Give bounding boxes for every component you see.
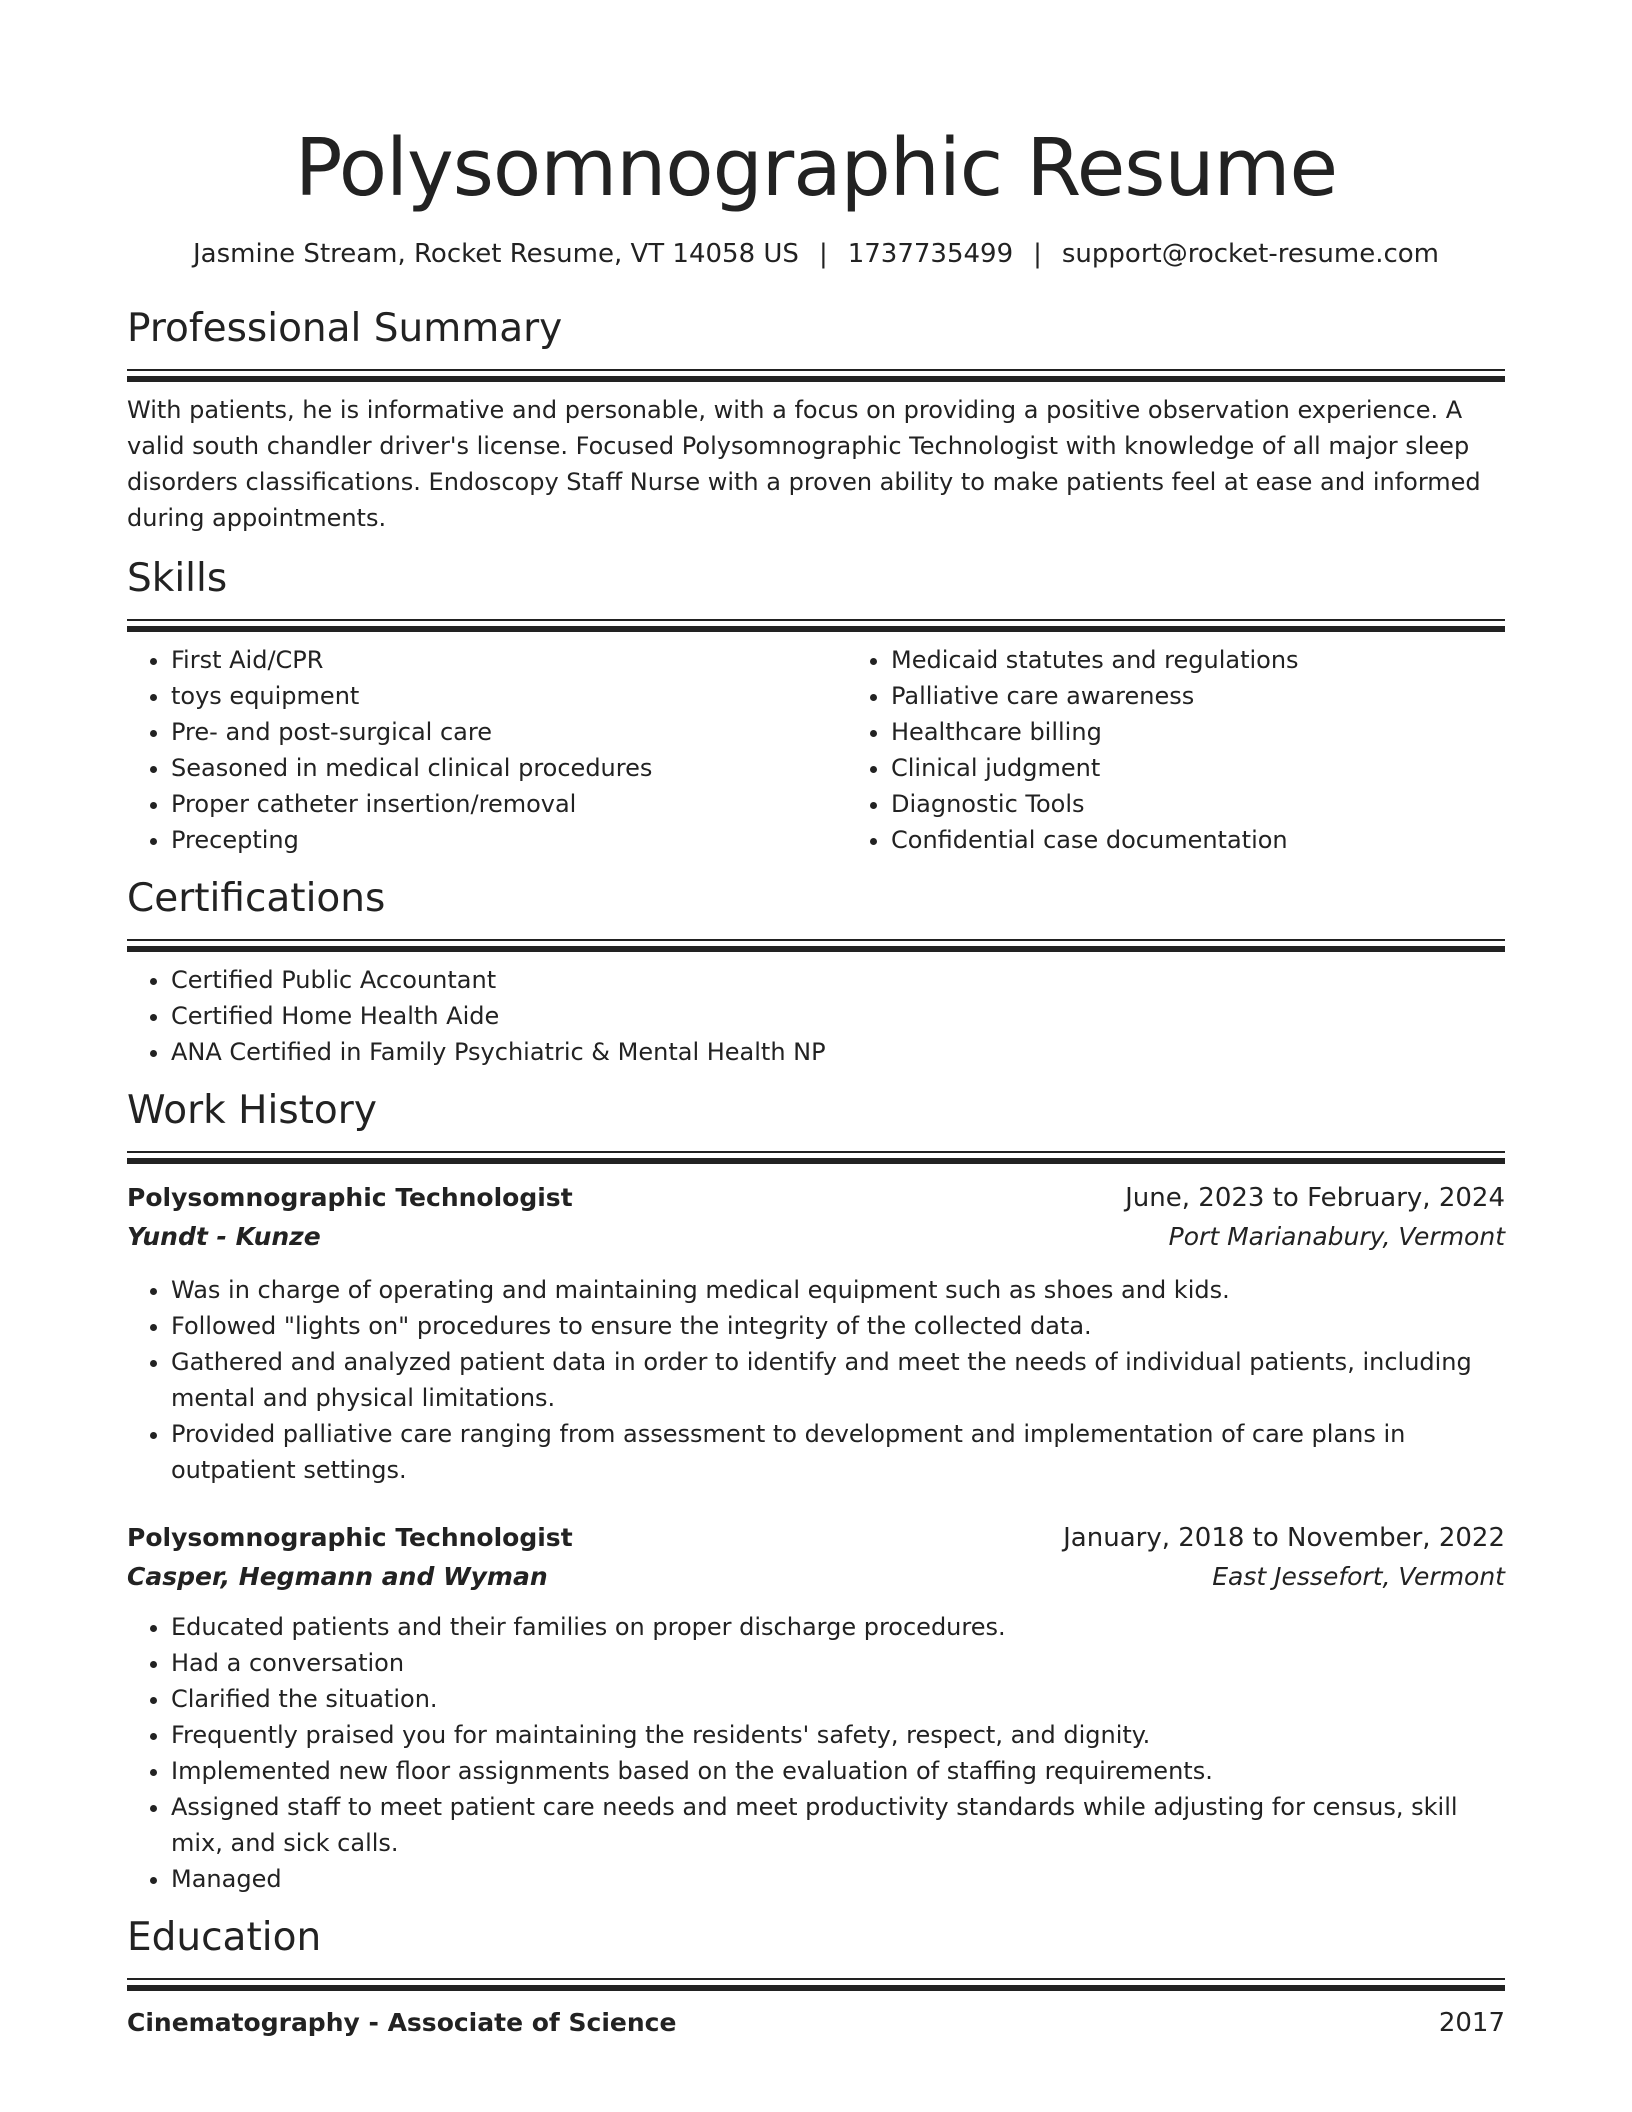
job-duties-list xyxy=(127,1272,1505,1488)
job-duty: • Gathered and analyzed patient data in order to identify and meet the needs of individual patients, including mental and physical limitations. xyxy=(171,1344,1505,1416)
contact-address: Jasmine Stream, Rocket Resume, VT 14058 US xyxy=(193,239,799,269)
contact-separator: | xyxy=(818,239,828,269)
job-duty: • Managed xyxy=(171,1861,1505,1897)
certification-item: • ANA Certified in Family Psychiatric & Mental Health NP xyxy=(171,1034,1505,1070)
job-duty: • Educated patients and their families on proper discharge procedures. xyxy=(171,1609,1505,1645)
job-header xyxy=(127,1180,1505,1216)
job-company: Casper, Hegmann and Wyman xyxy=(127,1562,548,1591)
job-duty: • Followed "lights on" procedures to ensure the integrity of the collected data. xyxy=(171,1308,1505,1344)
education-degree: Cinematography - Associate of Science xyxy=(127,2008,677,2037)
skill-item: • Palliative care awareness xyxy=(891,678,1567,714)
job-duty: • Provided palliative care ranging from assessment to development and implementation of care plans in outpatient settings. xyxy=(171,1416,1505,1488)
skill-item: • Seasoned in medical clinical procedures xyxy=(171,750,847,786)
job-entry xyxy=(127,1520,1505,1897)
education-year: 2017 xyxy=(1438,2008,1505,2038)
contact-line xyxy=(127,238,1505,270)
summary-section xyxy=(127,306,1505,536)
job-duty: • Was in charge of operating and maintaining medical equipment such as shoes and kids. xyxy=(171,1272,1505,1308)
skill-item: • Confidential case documentation xyxy=(891,822,1567,858)
job-duty: • Had a conversation xyxy=(171,1645,1505,1681)
section-divider xyxy=(127,1978,1505,1991)
job-duty: • Assigned staff to meet patient care needs and meet productivity standards while adjusting for census, skill mix, and sick calls. xyxy=(171,1789,1505,1861)
education-section xyxy=(127,1915,1505,2041)
skill-item: • First Aid/CPR xyxy=(171,642,847,678)
work-history-section xyxy=(127,1088,1505,1897)
job-duty: • Implemented new floor assignments based on the evaluation of staffing requirements. xyxy=(171,1753,1505,1789)
section-heading-skills: Skills xyxy=(127,556,228,601)
contact-separator: | xyxy=(1033,239,1042,269)
skill-item: • Healthcare billing xyxy=(891,714,1567,750)
skills-list-left xyxy=(127,642,847,858)
skill-item: • Medicaid statutes and regulations xyxy=(891,642,1567,678)
summary-text: With patients, he is informative and personable, with a focus on providing a positive observation experience. A valid south chandler driver's license. Focused Polysomnographic Technologist with knowledge of all major sleep disorders classifications. Endoscopy Staff Nurse with a proven ability to make patients feel at ease and informed during appointments. xyxy=(127,396,1481,532)
skill-item: • toys equipment xyxy=(171,678,847,714)
skill-item: • Clinical judgment xyxy=(891,750,1567,786)
job-title: Polysomnographic Technologist xyxy=(127,1183,573,1212)
job-subheader xyxy=(127,1559,1505,1595)
job-duty: • Frequently praised you for maintaining the residents' safety, respect, and dignity. xyxy=(171,1717,1505,1753)
certifications-list xyxy=(127,962,1505,1070)
job-title: Polysomnographic Technologist xyxy=(127,1523,573,1552)
job-header xyxy=(127,1520,1505,1556)
job-dates: January, 2018 to November, 2022 xyxy=(1063,1523,1505,1553)
job-location: East Jessefort, Vermont xyxy=(1212,1562,1505,1591)
contact-phone: 1737735499 xyxy=(847,239,1014,269)
section-heading-summary: Professional Summary xyxy=(127,306,563,351)
resume-title: Polysomnographic Resume xyxy=(294,122,1338,214)
skills-columns xyxy=(127,642,1505,858)
skills-list-right xyxy=(847,642,1567,858)
job-dates: June, 2023 to February, 2024 xyxy=(1125,1183,1505,1213)
section-heading-work-history: Work History xyxy=(127,1088,377,1133)
job-location: Port Marianabury, Vermont xyxy=(1168,1222,1505,1251)
skill-item: • Pre- and post-surgical care xyxy=(171,714,847,750)
certification-item: • Certified Public Accountant xyxy=(171,962,1505,998)
contact-email: support@rocket-resume.com xyxy=(1061,239,1439,269)
section-divider xyxy=(127,369,1505,382)
skill-item: • Precepting xyxy=(171,822,847,858)
section-divider xyxy=(127,939,1505,952)
education-entry xyxy=(127,2005,1505,2041)
job-subheader xyxy=(127,1219,1505,1255)
section-heading-certifications: Certifications xyxy=(127,876,386,921)
job-company: Yundt - Kunze xyxy=(127,1222,321,1251)
skill-item: • Proper catheter insertion/removal xyxy=(171,786,847,822)
section-divider xyxy=(127,1151,1505,1164)
skills-section xyxy=(127,556,1505,858)
job-duties-list xyxy=(127,1609,1505,1897)
certification-item: • Certified Home Health Aide xyxy=(171,998,1505,1034)
certifications-section xyxy=(127,876,1505,1070)
job-duty: • Clarified the situation. xyxy=(171,1681,1505,1717)
job-entry xyxy=(127,1180,1505,1488)
section-divider xyxy=(127,619,1505,632)
section-heading-education: Education xyxy=(127,1915,322,1960)
skill-item: • Diagnostic Tools xyxy=(891,786,1567,822)
